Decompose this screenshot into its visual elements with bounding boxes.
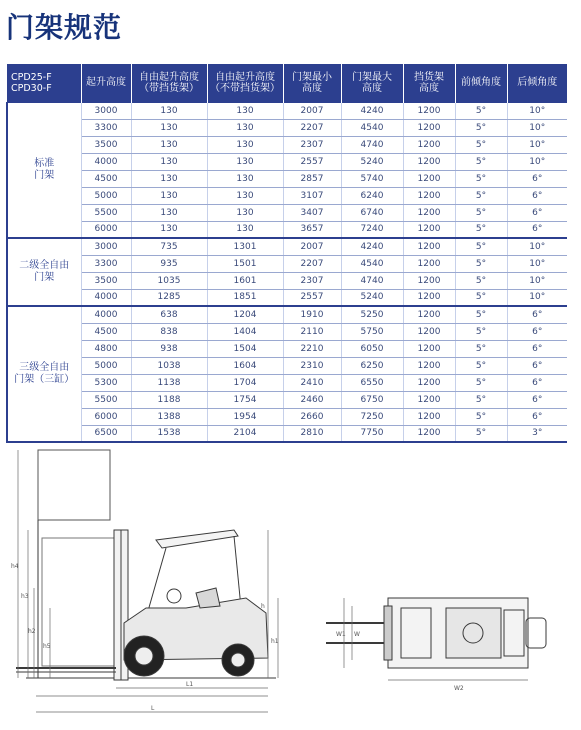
table-cell: 6° (507, 357, 567, 374)
table-cell: 10° (507, 119, 567, 136)
table-cell: 5° (455, 136, 507, 153)
table-cell: 5° (455, 340, 507, 357)
model-header (7, 64, 81, 102)
table-cell: 6750 (341, 391, 403, 408)
table-cell: 130 (131, 119, 207, 136)
table-row (7, 391, 567, 408)
table-cell: 4540 (341, 255, 403, 272)
table-cell: 1954 (207, 408, 283, 425)
table-cell: 130 (207, 136, 283, 153)
table-cell: 1504 (207, 340, 283, 357)
group-label: 二级全自由 门架 (7, 238, 81, 306)
table-row (7, 425, 567, 442)
table-cell: 735 (131, 238, 207, 255)
table-cell: 2410 (283, 374, 341, 391)
table-cell: 5° (455, 391, 507, 408)
table-cell: 1601 (207, 272, 283, 289)
table-cell: 938 (131, 340, 207, 357)
table-cell: 2007 (283, 102, 341, 119)
table-cell: 4240 (341, 238, 403, 255)
table-cell: 4000 (81, 289, 131, 306)
table-cell: 10° (507, 153, 567, 170)
dim-label: h (261, 603, 265, 610)
table-cell: 6° (507, 323, 567, 340)
table-cell: 130 (207, 102, 283, 119)
table-cell: 1501 (207, 255, 283, 272)
table-cell: 6740 (341, 204, 403, 221)
table-cell: 3657 (283, 221, 341, 238)
side-view (16, 450, 276, 680)
table-cell: 130 (207, 204, 283, 221)
table-row (7, 153, 567, 170)
table-cell: 130 (131, 187, 207, 204)
col-header: 后倾角度 (507, 64, 567, 102)
table-cell: 130 (207, 170, 283, 187)
table-cell: 1285 (131, 289, 207, 306)
table-cell: 1200 (403, 340, 455, 357)
table-cell: 1200 (403, 221, 455, 238)
table-cell: 5° (455, 204, 507, 221)
table-row (7, 102, 567, 119)
table-cell: 4500 (81, 170, 131, 187)
col-header: 门架最小 高度 (283, 64, 341, 102)
group-label: 三级全自由 门架（三缸） (7, 306, 81, 442)
col-header: 自由起升高度 （带挡货架） (131, 64, 207, 102)
col-header: 自由起升高度 （不带挡货架） (207, 64, 283, 102)
table-row (7, 272, 567, 289)
table-cell: 7240 (341, 221, 403, 238)
table-cell: 10° (507, 255, 567, 272)
table-cell: 6° (507, 170, 567, 187)
table-cell: 7750 (341, 425, 403, 442)
table-cell: 5500 (81, 204, 131, 221)
table-cell: 6° (507, 187, 567, 204)
table-row (7, 204, 567, 221)
table-cell: 5° (455, 425, 507, 442)
table-cell: 1200 (403, 306, 455, 323)
table-cell: 10° (507, 102, 567, 119)
table-cell: 3500 (81, 272, 131, 289)
table-row (7, 221, 567, 238)
table-cell: 1200 (403, 289, 455, 306)
table-cell: 2460 (283, 391, 341, 408)
table-cell: 5° (455, 153, 507, 170)
table-cell: 1204 (207, 306, 283, 323)
table-cell: 3° (507, 425, 567, 442)
dim-label: h5 (43, 643, 51, 650)
table-cell: 1754 (207, 391, 283, 408)
table-cell: 4000 (81, 153, 131, 170)
dim-label: W1 (336, 631, 346, 638)
table-row (7, 238, 567, 255)
table-cell: 2857 (283, 170, 341, 187)
table-row (7, 306, 567, 323)
table-cell: 5° (455, 408, 507, 425)
table-cell: 5740 (341, 170, 403, 187)
table-cell: 1200 (403, 136, 455, 153)
table-cell: 1035 (131, 272, 207, 289)
table-cell: 7250 (341, 408, 403, 425)
table-cell: 5° (455, 221, 507, 238)
table-cell: 10° (507, 272, 567, 289)
table-cell: 130 (207, 119, 283, 136)
table-row (7, 289, 567, 306)
table-cell: 3500 (81, 136, 131, 153)
table-cell: 2207 (283, 119, 341, 136)
dim-label: h4 (11, 563, 19, 570)
table-cell: 1200 (403, 408, 455, 425)
table-cell: 1200 (403, 272, 455, 289)
table-row (7, 323, 567, 340)
table-cell: 130 (207, 153, 283, 170)
col-header: 前倾角度 (455, 64, 507, 102)
table-cell: 10° (507, 238, 567, 255)
table-cell: 1200 (403, 102, 455, 119)
table-cell: 1910 (283, 306, 341, 323)
dim-label: h1 (271, 638, 279, 645)
dim-label: h2 (28, 628, 36, 635)
table-cell: 2007 (283, 238, 341, 255)
table-cell: 130 (131, 102, 207, 119)
dim-label: L (151, 705, 155, 712)
table-cell: 6° (507, 391, 567, 408)
table-cell: 5240 (341, 289, 403, 306)
table-cell: 6° (507, 204, 567, 221)
table-cell: 5° (455, 170, 507, 187)
table-cell: 5° (455, 102, 507, 119)
table-row (7, 136, 567, 153)
table-cell: 5° (455, 374, 507, 391)
table-cell: 130 (131, 204, 207, 221)
col-header: 起升高度 (81, 64, 131, 102)
table-cell: 5° (455, 238, 507, 255)
table-cell: 1200 (403, 238, 455, 255)
table-cell: 5° (455, 272, 507, 289)
table-cell: 1704 (207, 374, 283, 391)
table-cell: 2557 (283, 153, 341, 170)
table-cell: 130 (131, 170, 207, 187)
table-cell: 838 (131, 323, 207, 340)
table-cell: 1138 (131, 374, 207, 391)
table-cell: 6550 (341, 374, 403, 391)
table-row (7, 187, 567, 204)
table-cell: 4740 (341, 136, 403, 153)
table-cell: 5° (455, 187, 507, 204)
table-cell: 6000 (81, 221, 131, 238)
table-cell: 6° (507, 374, 567, 391)
table-cell: 1200 (403, 119, 455, 136)
table-cell: 1200 (403, 170, 455, 187)
table-cell: 3407 (283, 204, 341, 221)
table-cell: 3000 (81, 102, 131, 119)
table-cell: 3300 (81, 119, 131, 136)
table-cell: 4000 (81, 306, 131, 323)
model-line-1: CPD25-F (11, 71, 52, 83)
table-cell: 5250 (341, 306, 403, 323)
table-cell: 1188 (131, 391, 207, 408)
table-cell: 1200 (403, 357, 455, 374)
table-cell: 5300 (81, 374, 131, 391)
table-row (7, 374, 567, 391)
table-cell: 6050 (341, 340, 403, 357)
table-cell: 1200 (403, 391, 455, 408)
table-cell: 1388 (131, 408, 207, 425)
table-row (7, 119, 567, 136)
table-cell: 5000 (81, 357, 131, 374)
table-cell: 6° (507, 408, 567, 425)
table-cell: 4500 (81, 323, 131, 340)
table-row (7, 255, 567, 272)
table-cell: 3300 (81, 255, 131, 272)
table-cell: 2307 (283, 272, 341, 289)
table-cell: 4740 (341, 272, 403, 289)
table-cell: 6000 (81, 408, 131, 425)
group-label: 标准 门架 (7, 102, 81, 238)
model-line-2: CPD30-F (11, 82, 52, 94)
table-cell: 130 (131, 221, 207, 238)
dim-label: W2 (454, 685, 464, 692)
table-cell: 2104 (207, 425, 283, 442)
table-cell: 1851 (207, 289, 283, 306)
col-header: 门架最大 高度 (341, 64, 403, 102)
table-cell: 4800 (81, 340, 131, 357)
table-cell: 5° (455, 289, 507, 306)
table-cell: 1301 (207, 238, 283, 255)
table-cell: 1200 (403, 153, 455, 170)
table-cell: 1200 (403, 425, 455, 442)
table-cell: 5° (455, 323, 507, 340)
table-cell: 2110 (283, 323, 341, 340)
table-cell: 130 (207, 187, 283, 204)
table-cell: 5° (455, 306, 507, 323)
table-cell: 5° (455, 119, 507, 136)
table-cell: 1604 (207, 357, 283, 374)
table-cell: 2207 (283, 255, 341, 272)
forklift-dimension-drawing (6, 448, 578, 728)
table-cell: 10° (507, 136, 567, 153)
table-cell: 3107 (283, 187, 341, 204)
table-cell: 6° (507, 221, 567, 238)
table-cell: 2310 (283, 357, 341, 374)
table-cell: 4540 (341, 119, 403, 136)
table-cell: 130 (207, 221, 283, 238)
table-cell: 6500 (81, 425, 131, 442)
mast-spec-table (6, 64, 567, 443)
table-cell: 5750 (341, 323, 403, 340)
table-cell: 1404 (207, 323, 283, 340)
table-cell: 935 (131, 255, 207, 272)
table-cell: 5500 (81, 391, 131, 408)
table-cell: 5° (455, 357, 507, 374)
table-header-row (7, 64, 567, 102)
table-cell: 130 (131, 136, 207, 153)
table-cell: 5240 (341, 153, 403, 170)
table-cell: 2810 (283, 425, 341, 442)
table-cell: 5000 (81, 187, 131, 204)
table-cell: 6° (507, 340, 567, 357)
table-cell: 1538 (131, 425, 207, 442)
table-cell: 3000 (81, 238, 131, 255)
table-cell: 2660 (283, 408, 341, 425)
table-row (7, 357, 567, 374)
dim-label: W (354, 631, 360, 638)
col-header: 挡货架 高度 (403, 64, 455, 102)
dim-label: L1 (186, 681, 194, 688)
table-cell: 1200 (403, 323, 455, 340)
table-row (7, 170, 567, 187)
table-cell: 6250 (341, 357, 403, 374)
table-row (7, 340, 567, 357)
table-cell: 1038 (131, 357, 207, 374)
table-cell: 130 (131, 153, 207, 170)
table-cell: 1200 (403, 187, 455, 204)
table-cell: 6240 (341, 187, 403, 204)
table-cell: 1200 (403, 204, 455, 221)
page-title: 门架规范 (6, 11, 123, 44)
table-cell: 6° (507, 306, 567, 323)
table-cell: 5° (455, 255, 507, 272)
table-cell: 2307 (283, 136, 341, 153)
table-cell: 10° (507, 289, 567, 306)
dim-label: h3 (21, 593, 29, 600)
table-row (7, 408, 567, 425)
table-cell: 1200 (403, 374, 455, 391)
table-cell: 2557 (283, 289, 341, 306)
table-cell: 1200 (403, 255, 455, 272)
table-cell: 4240 (341, 102, 403, 119)
table-cell: 638 (131, 306, 207, 323)
table-cell: 2210 (283, 340, 341, 357)
